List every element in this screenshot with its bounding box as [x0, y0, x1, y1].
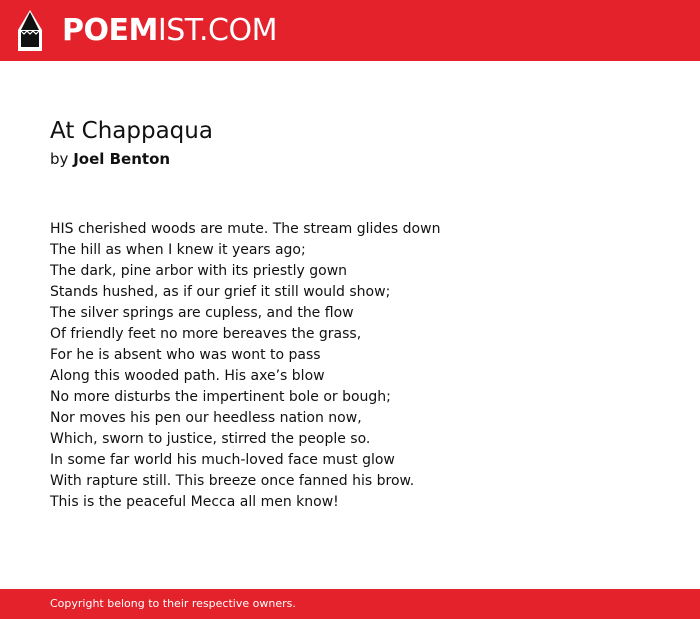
poem-line: Which, sworn to justice, stirred the people so. — [50, 431, 371, 447]
poem-line: The silver springs are cupless, and the flow — [50, 305, 354, 321]
poem-author: Joel Benton — [73, 150, 171, 168]
by-label: by — [50, 150, 69, 168]
poem-title: At Chappaqua — [50, 118, 213, 144]
logo-light-text: IST.COM — [157, 13, 277, 48]
poem-byline — [50, 148, 170, 170]
poem-line: This is the peaceful Mecca all men know! — [50, 494, 339, 510]
poem-line: In some far world his much-loved face must glow — [50, 452, 395, 468]
poem-line: With rapture still. This breeze once fanned his brow. — [50, 473, 415, 489]
site-logo[interactable] — [62, 13, 277, 49]
logo-strong-text: POEM — [62, 13, 158, 48]
copyright-text: Copyright belong to their respective owners. — [50, 597, 296, 610]
poem-line: Along this wooded path. His axe’s blow — [50, 368, 325, 384]
poem-line: Of friendly feet no more bereaves the grass, — [50, 326, 362, 342]
poem-line: No more disturbs the impertinent bole or bough; — [50, 389, 391, 405]
poem-line: Nor moves his pen our heedless nation now, — [50, 410, 362, 426]
poem-line: The hill as when I knew it years ago; — [50, 242, 306, 258]
pencil-tip-icon[interactable] — [17, 10, 43, 51]
poem-line: The dark, pine arbor with its priestly gown — [50, 263, 348, 279]
poem-body — [50, 219, 440, 513]
site-footer — [0, 589, 700, 619]
site-header — [0, 0, 700, 61]
poem-line: For he is absent who was wont to pass — [50, 347, 321, 363]
poem-line: Stands hushed, as if our grief it still would show; — [50, 284, 391, 300]
poem-line: HIS cherished woods are mute. The stream glides down — [50, 221, 441, 237]
